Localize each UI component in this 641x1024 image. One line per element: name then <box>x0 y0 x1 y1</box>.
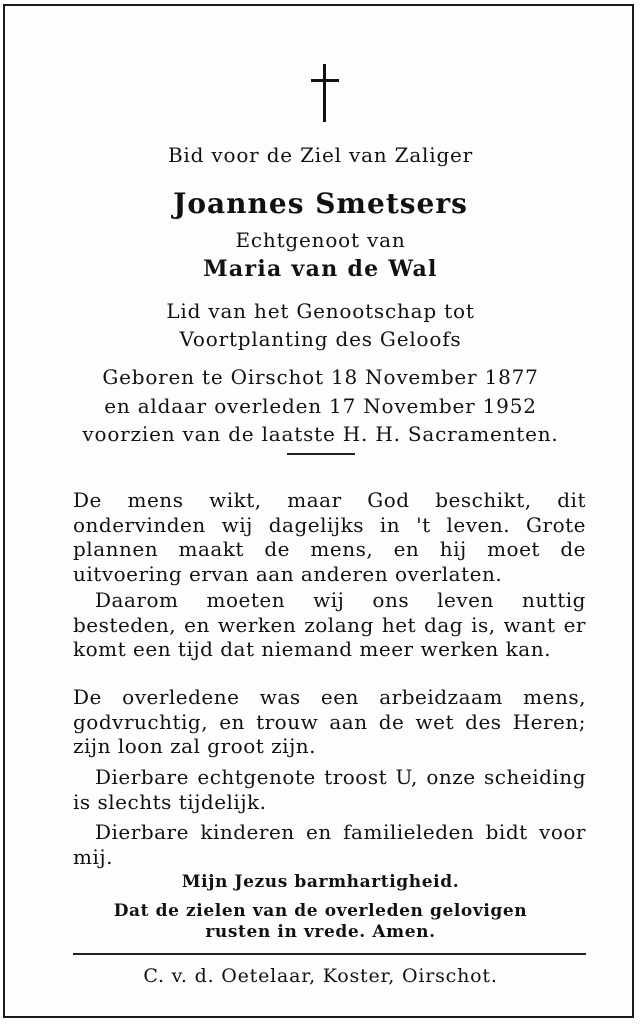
relation-text: Echtgenoot van <box>235 228 406 252</box>
sacraments-line: voorzien van de laatste H. H. Sacramenten. <box>82 422 559 446</box>
birth-line: Geboren te Oirschot 18 November 1877 <box>102 365 539 389</box>
paragraph-3: De overledene was een arbeidzaam mens, godvruchtig, en trouw aan de wet des Heren; zijn loon zal groot zijn. <box>73 685 586 758</box>
paragraph-4: Dierbare echtgenote troost U, onze scheiding is slechts tijdelijk. <box>73 765 586 814</box>
prayer-line-3: rusten in vrede. Amen. <box>205 922 436 942</box>
footer-divider <box>73 953 586 955</box>
printer-credit: C. v. d. Oetelaar, Koster, Oirschot. <box>143 965 498 987</box>
paragraph-5: Dierbare kinderen en familieleden bidt voor mij. <box>73 820 586 869</box>
short-divider <box>287 453 355 455</box>
prayer-line-2: Dat de zielen van de overleden gelovigen <box>113 901 528 921</box>
deceased-name: Joannes Smetsers <box>173 187 468 220</box>
membership-line-1: Lid van het Genootschap tot <box>166 299 475 323</box>
membership-line-2: Voortplanting des Geloofs <box>179 327 462 351</box>
cross-icon <box>311 64 339 122</box>
spouse-name: Maria van de Wal <box>203 256 438 282</box>
paragraph-2: Daarom moeten wij ons leven nuttig besteden, en werken zolang het dag is, want er komt een tijd dat niemand meer werken kan. <box>73 588 586 661</box>
paragraph-1: De mens wikt, maar God beschikt, dit ondervinden wij dagelijks in 't leven. Grote plannen maakt de mens, en hij moet de uitvoering ervan aan anderen overlaten. <box>73 488 586 586</box>
prayer-line-1: Mijn Jezus barmhartigheid. <box>181 872 460 892</box>
intro-text: Bid voor de Ziel van Zaliger <box>167 143 474 167</box>
death-line: en aldaar overleden 17 November 1952 <box>104 394 537 418</box>
